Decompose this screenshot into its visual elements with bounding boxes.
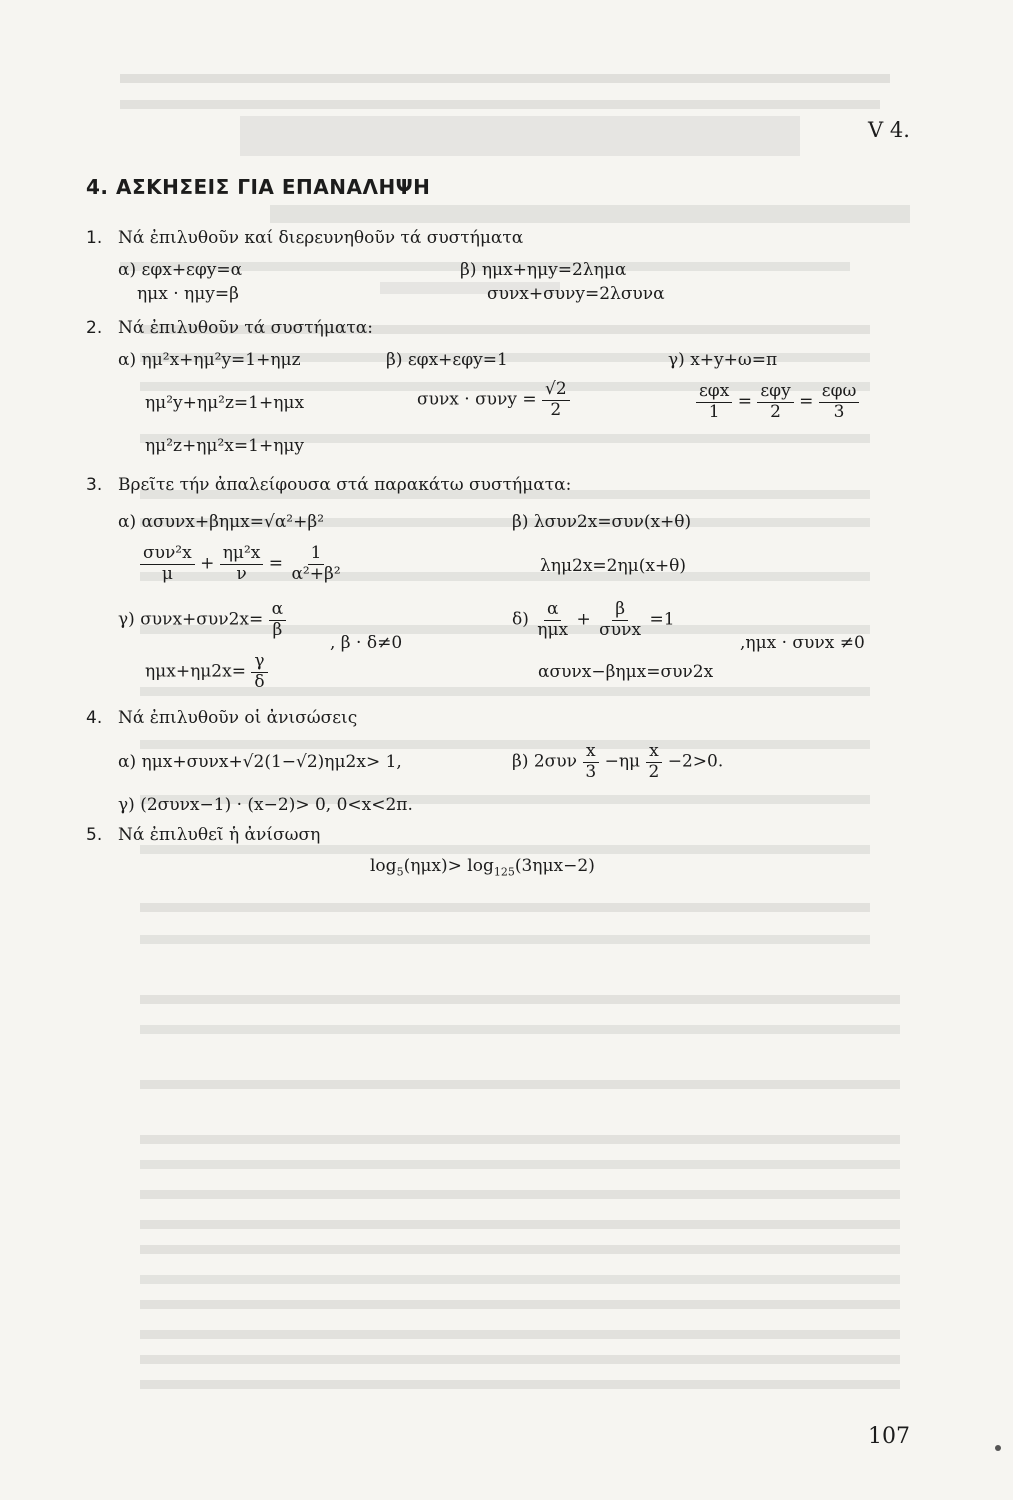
exercise-4b-mid: −ημ [604,751,641,772]
exercise-2a-line-3: ημ²z+ημ²x=1+ημy [145,436,305,456]
exercise-2c-line-2 [696,382,859,422]
one-over-sum-fraction [288,544,343,584]
gamma-over-delta-fraction [251,652,267,692]
exercise-3g-line-1 [118,600,286,640]
exercise-3d-rest: =1 [649,609,675,630]
exercise-3d-label: δ) [512,609,529,630]
exercise-1a-line-2: ημx · ημy=β [137,284,239,304]
fraction-denominator: ημx [537,619,569,640]
alpha-over-beta-fraction [269,600,286,640]
exercise-2b-line-2 [417,380,570,420]
exercise-2-text: Νά ἐπιλυθοῦν τά συστήματα: [118,318,373,338]
fraction-numerator: ημ²x [220,544,264,565]
fraction-denominator: 3 [585,761,597,782]
fraction-denominator: 2 [770,401,781,422]
exercise-1b-line-2: συνx+συνy=2λσυνα [487,284,665,304]
exercise-3g-condition: , β · δ≠0 [330,633,403,653]
exercise-2-number: 2. [86,318,103,338]
fraction-numerator: συν²x [140,544,195,565]
sqrt2-over-2-fraction [542,380,570,420]
fraction-numerator: γ [251,652,267,673]
fraction-denominator: μ [161,563,173,584]
fraction-denominator: 1 [708,401,720,422]
exercise-5-inequality [370,856,595,878]
fraction-numerator: α [544,600,561,621]
log-base: 125 [493,865,515,879]
plus-sign: + [576,609,591,630]
tangent-x-fraction [696,382,732,422]
equals-sign: = [268,553,284,574]
exercise-2b-line-1: β) εφx+εφy=1 [386,350,508,370]
exercise-4b [512,742,723,782]
beta-over-cos-fraction [596,600,644,640]
exercise-3-text: Βρεῖτε τήν ἀπαλείφουσα στά παρακάτω συστήματα: [118,475,572,495]
fraction-numerator: α [269,600,286,621]
x-over-3-fraction [582,742,599,782]
exercise-3b-line-2: λημ2x=2ημ(x+θ) [540,556,687,576]
exercise-4b-left: β) 2συν [512,751,577,772]
exercise-3d-condition: ,ημx · συνx ≠0 [740,633,865,653]
exercise-3a-line-2 [140,544,344,584]
tangent-y-fraction [757,382,793,422]
exercise-2b-product: συνx · συνy = [417,389,537,410]
log-label: log [370,856,397,876]
fraction-numerator: x [646,742,662,763]
exercise-3g-line-2 [145,652,268,692]
sin-squared-over-nu-fraction [220,544,264,584]
exercise-1b-line-1: β) ημx+ημy=2λημα [460,260,627,280]
page-reference: V 4. [868,118,910,142]
fraction-numerator: β [612,600,628,621]
section-title: 4. ΑΣΚΗΣΕΙΣ ΓΙΑ ΕΠΑΝΑΛΗΨΗ [86,175,431,199]
exercise-5-number: 5. [86,825,103,845]
fraction-numerator: x [583,742,599,763]
x-over-2-fraction [646,742,663,782]
exercise-1-text: Νά ἐπιλυθοῦν καί διερευνηθοῦν τά συστήματα [118,228,524,248]
exercise-2c-line-1: γ) x+y+ω=π [668,350,778,370]
exercise-2a-line-2: ημ²y+ημ²z=1+ημx [145,393,305,413]
exercise-1-number: 1. [86,228,103,248]
alpha-over-sin-fraction [534,600,571,640]
exercise-3d-line-2: ασυνx−βημx=συν2x [538,662,714,682]
exercise-5-text: Νά ἐπιλυθεῖ ἡ ἀνίσωση [118,825,321,845]
fraction-numerator: εφx [696,382,732,403]
fraction-denominator: συνx [599,619,642,640]
fraction-numerator: εφy [757,382,793,403]
fraction-numerator: 1 [308,544,325,565]
equals-sign: = [799,391,814,412]
plus-sign: + [200,553,215,574]
exercise-3b-line-1: β) λσυν2x=συν(x+θ) [512,512,692,532]
fraction-numerator: √2 [542,380,570,401]
exercise-4b-right: −2>0. [667,751,724,772]
inequality-middle: (ημx)> log [403,856,494,876]
fraction-numerator: εφω [819,382,860,403]
exercise-1a-line-1: α) εφx+εφy=α [118,260,243,280]
equals-sign: = [737,391,752,412]
fraction-denominator: β [272,619,283,640]
exercise-4-text: Νά ἐπιλυθοῦν οἱ ἀνισώσεις [118,708,358,728]
tangent-omega-fraction [819,382,860,422]
exercise-4c: γ) (2συνx−1) · (x−2)> 0, 0<x<2π. [118,795,413,815]
exercise-3a-line-1: α) ασυνx+βημx=√α²+β² [118,512,325,532]
fraction-denominator: 3 [833,401,845,422]
exercise-3-number: 3. [86,475,103,495]
exercise-4a: α) ημx+συνx+√2(1−√2)ημ2x> 1, [118,752,402,772]
fraction-denominator: 2 [550,399,562,420]
fraction-denominator: δ [254,671,265,692]
exercise-2a-line-1: α) ημ²x+ημ²y=1+ημz [118,350,301,370]
exercise-3g-left: γ) συνx+συν2x= [118,609,264,630]
exercise-4-number: 4. [86,708,103,728]
exercise-3g-second-left: ημx+ημ2x= [145,661,246,682]
fraction-denominator: α²+β² [291,563,341,584]
page-number: 107 [868,1424,910,1449]
fraction-denominator: 2 [648,761,660,782]
log-base: 5 [396,865,404,879]
fraction-denominator: ν [236,563,247,584]
inequality-right: (3ημx−2) [514,856,595,876]
exercise-3d-line-1 [512,600,675,640]
cos-squared-over-mu-fraction [140,544,195,584]
